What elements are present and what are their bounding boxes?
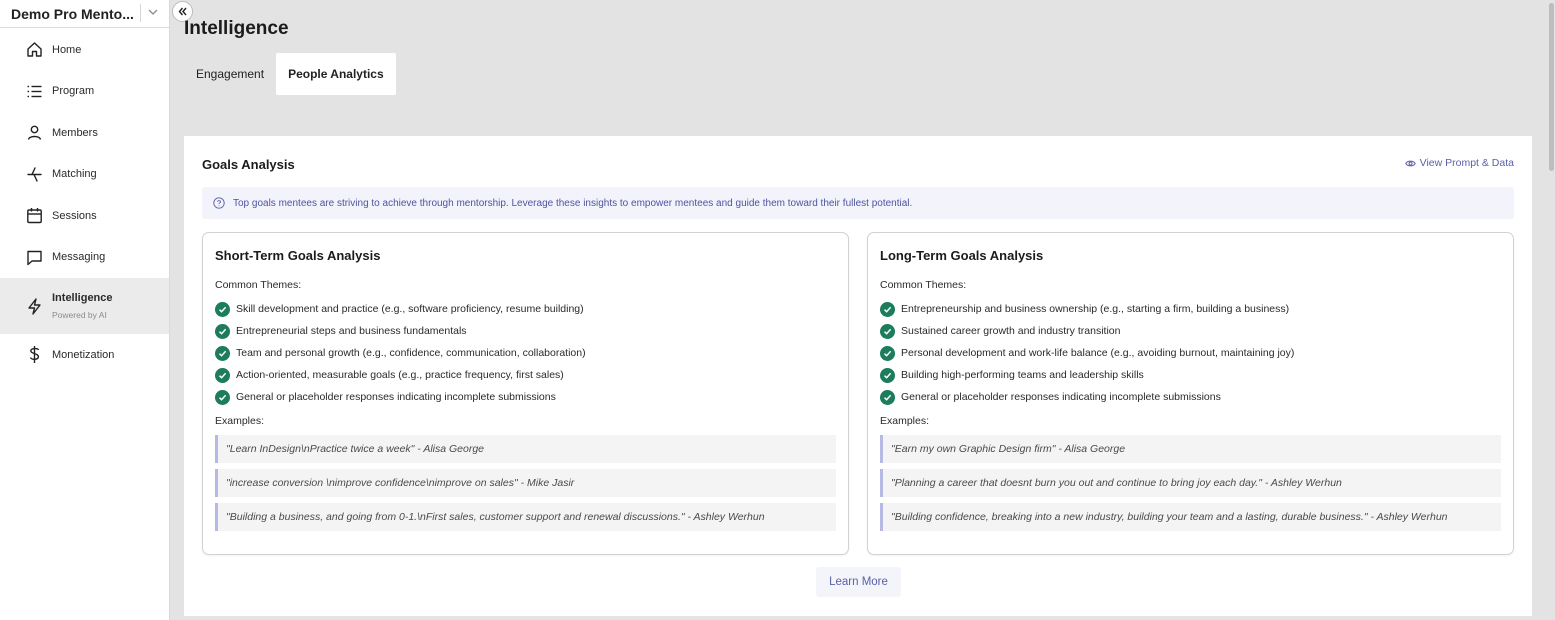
sidebar-item-sublabel: Powered by AI <box>52 310 107 320</box>
scrollbar-thumb[interactable] <box>1549 3 1554 171</box>
sidebar-item-matching[interactable] <box>0 154 169 196</box>
sidebar-item-label: Sessions <box>52 209 97 222</box>
panel-title: Long-Term Goals Analysis <box>880 248 1044 263</box>
example-quote: "Building a business, and going from 0-1.\nFirst sales, customer support and renewal discussions." - Ashley Werhun <box>215 503 836 531</box>
org-divider <box>140 4 141 22</box>
check-circle-icon <box>215 324 230 339</box>
themes-list <box>215 298 586 408</box>
list-item <box>215 342 586 364</box>
sidebar-item-monetization[interactable] <box>0 334 169 376</box>
org-name: Demo Pro Mento... <box>11 5 134 22</box>
chevron-down-icon[interactable] <box>146 5 160 19</box>
theme-text: Team and personal growth (e.g., confidence, communication, collaboration) <box>236 347 586 359</box>
tab-bar <box>184 53 396 95</box>
bolt-icon <box>25 297 43 315</box>
check-circle-icon <box>880 368 895 383</box>
examples-label: Examples: <box>880 415 930 427</box>
theme-text: General or placeholder responses indicating incomplete submissions <box>236 391 556 403</box>
help-circle-icon <box>213 197 225 209</box>
sidebar-item-label: Intelligence <box>52 292 113 304</box>
examples-list <box>215 435 836 537</box>
list-item <box>880 320 1294 342</box>
learn-more-button[interactable]: Learn More <box>816 567 901 597</box>
theme-text: Entrepreneurial steps and business fundamentals <box>236 325 467 337</box>
sidebar-item-label: Monetization <box>52 348 115 361</box>
check-circle-icon <box>880 346 895 361</box>
tab-engagement[interactable]: Engagement <box>196 67 265 81</box>
chat-icon <box>25 248 43 266</box>
tab-people-analytics[interactable]: People Analytics <box>276 53 396 95</box>
check-circle-icon <box>880 302 895 317</box>
eye-icon <box>1405 158 1416 169</box>
sidebar-item-label: Home <box>52 43 82 56</box>
page-title: Intelligence <box>184 18 289 39</box>
check-circle-icon <box>880 324 895 339</box>
long-term-goals-panel <box>867 232 1514 555</box>
check-circle-icon <box>215 390 230 405</box>
panel-title: Short-Term Goals Analysis <box>215 248 381 263</box>
example-quote: "increase conversion \nimprove confidence\nimprove on sales" - Mike Jasir <box>215 469 836 497</box>
list-item <box>880 386 1294 408</box>
check-circle-icon <box>215 302 230 317</box>
examples-label: Examples: <box>215 415 265 427</box>
theme-text: General or placeholder responses indicating incomplete submissions <box>901 391 1221 403</box>
check-circle-icon <box>880 390 895 405</box>
sidebar-item-label: Messaging <box>52 251 106 264</box>
example-quote: "Learn InDesign\nPractice twice a week" - Alisa George <box>215 435 836 463</box>
list-item <box>215 298 586 320</box>
sidebar-item-label: Members <box>52 126 98 139</box>
scrollbar[interactable] <box>1547 0 1555 620</box>
info-text: Top goals mentees are striving to achieve through mentorship. Leverage these insights to empower mentees and guide them toward their fullest potential. <box>233 197 913 209</box>
example-quote: "Building confidence, breaking into a new industry, building your team and a lasting, durable business." - Ashley Werhun <box>880 503 1501 531</box>
info-banner <box>202 187 1514 219</box>
home-icon <box>25 41 43 59</box>
theme-text: Action-oriented, measurable goals (e.g., practice frequency, first sales) <box>236 369 564 381</box>
themes-list <box>880 298 1294 408</box>
card-title: Goals Analysis <box>202 157 295 172</box>
sidebar-item-members[interactable] <box>0 112 169 154</box>
view-prompt-link[interactable] <box>1405 157 1514 169</box>
org-switcher[interactable] <box>0 0 169 28</box>
check-circle-icon <box>215 368 230 383</box>
list-item <box>880 364 1294 386</box>
goals-analysis-card <box>184 136 1532 616</box>
list-icon <box>25 82 43 100</box>
sidebar-item-messaging[interactable] <box>0 237 169 279</box>
themes-label: Common Themes: <box>880 279 967 291</box>
sidebar <box>0 0 170 620</box>
list-item <box>880 298 1294 320</box>
list-item <box>215 364 586 386</box>
sidebar-nav <box>0 29 169 376</box>
double-chevron-left-icon <box>177 6 188 17</box>
sidebar-item-sessions[interactable] <box>0 195 169 237</box>
check-circle-icon <box>215 346 230 361</box>
examples-list <box>880 435 1501 537</box>
list-item <box>215 386 586 408</box>
calendar-icon <box>25 207 43 225</box>
user-icon <box>25 124 43 142</box>
sidebar-item-label: Matching <box>52 168 97 181</box>
list-item <box>215 320 586 342</box>
matching-icon <box>25 165 43 183</box>
themes-label: Common Themes: <box>215 279 302 291</box>
theme-text: Skill development and practice (e.g., software proficiency, resume building) <box>236 303 584 315</box>
sidebar-item-home[interactable] <box>0 29 169 71</box>
theme-text: Building high-performing teams and leadership skills <box>901 369 1144 381</box>
short-term-goals-panel <box>202 232 849 555</box>
theme-text: Personal development and work-life balance (e.g., avoiding burnout, maintaining joy) <box>901 347 1295 359</box>
example-quote: "Earn my own Graphic Design firm" - Alisa George <box>880 435 1501 463</box>
theme-text: Entrepreneurship and business ownership (e.g., starting a firm, building a business) <box>901 303 1290 315</box>
theme-text: Sustained career growth and industry transition <box>901 325 1121 337</box>
sidebar-item-label: Program <box>52 85 95 98</box>
sidebar-item-program[interactable] <box>0 71 169 113</box>
example-quote: "Planning a career that doesnt burn you out and continue to bring joy each day." - Ashley Werhun <box>880 469 1501 497</box>
list-item <box>880 342 1294 364</box>
view-prompt-label: View Prompt & Data <box>1419 157 1514 169</box>
sidebar-item-intelligence[interactable] <box>0 278 169 334</box>
dollar-icon <box>25 346 43 364</box>
